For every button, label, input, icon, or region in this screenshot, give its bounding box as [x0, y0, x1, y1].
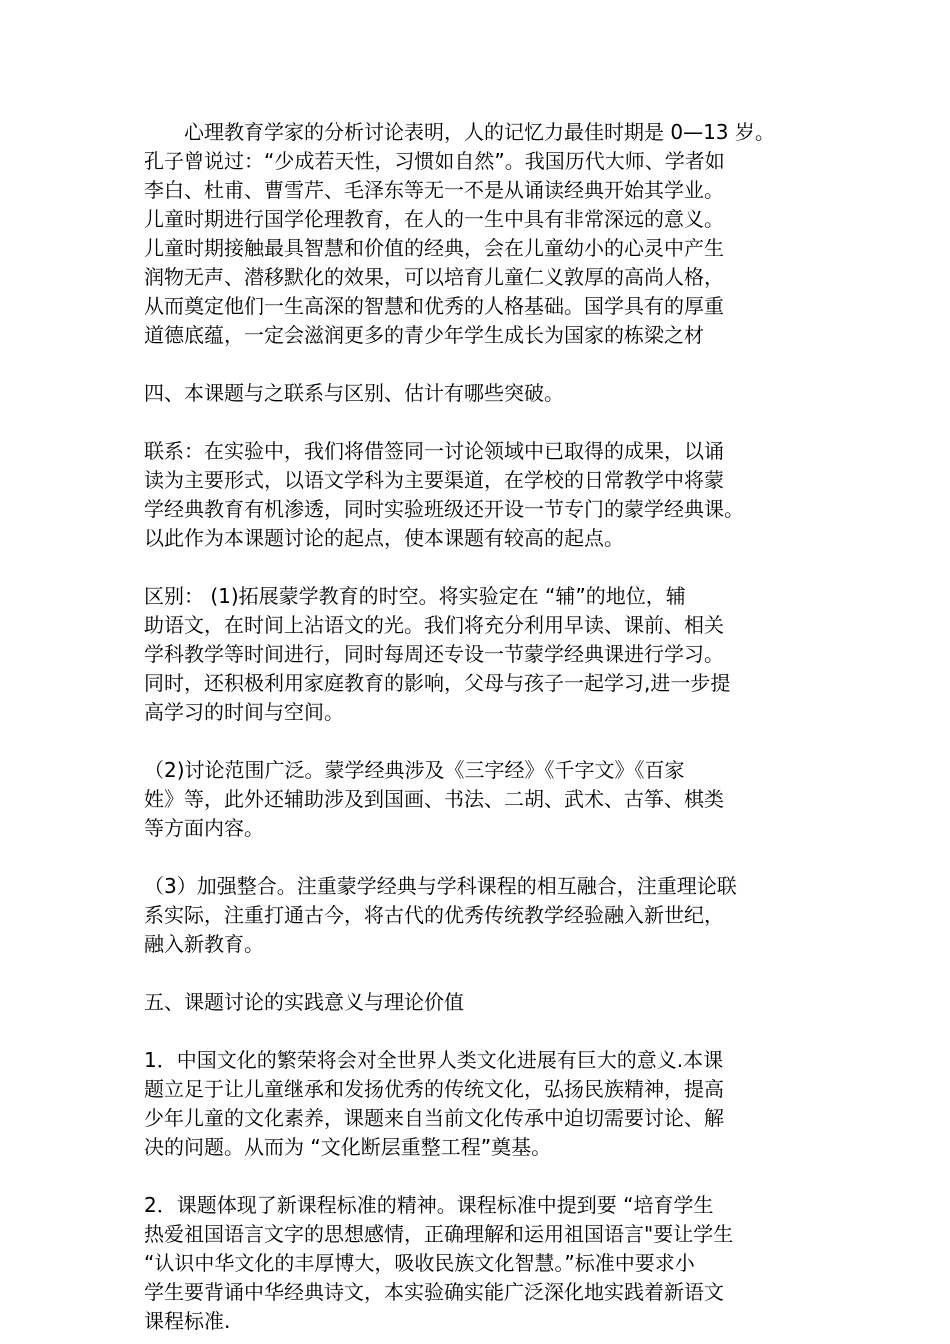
section-heading: 五、课题讨论的实践意义与理论价值 — [144, 990, 464, 1014]
section-heading-4 — [144, 379, 824, 408]
paragraph-difference-2 — [144, 756, 824, 843]
text-line: 区别： (1)拓展蒙学教育的时空。将实验定在 “辅”的地位，辅 — [144, 584, 686, 608]
text-line: 系实际，注重打通古今，将古代的优秀传统教学经验融入新世纪， — [144, 903, 724, 927]
text-line: 高学习的时间与空间。 — [144, 700, 344, 724]
text-line: 少年儿童的文化素养，课题来自当前文化传承中迫切需要讨论、解 — [144, 1106, 724, 1130]
text-line: 1．中国文化的繁荣将会对全世界人类文化进展有巨大的意义.本课 — [144, 1048, 724, 1072]
paragraph-connection — [144, 437, 824, 553]
paragraph-difference-1 — [144, 582, 824, 727]
text-line: 儿童时期接触最具智慧和价值的经典，会在儿童幼小的心灵中产生 — [144, 236, 724, 260]
text-line: 李白、杜甫、曹雪芹、毛泽东等无一不是从诵读经典开始其学业。 — [144, 178, 724, 202]
text-line: 等方面内容。 — [144, 816, 264, 840]
text-line: 姓》等，此外还辅助涉及到国画、书法、二胡、武术、古筝、棋类 — [144, 787, 724, 811]
text-line: 儿童时期进行国学伦理教育，在人的一生中具有非常深远的意义。 — [144, 207, 724, 231]
text-line: “认识中华文化的丰厚博大，吸收民族文化智慧。”标准中要求小 — [144, 1251, 695, 1275]
text-line: 2．课题体现了新课程标准的精神。课程标准中提到要 “培育学生 — [144, 1193, 714, 1217]
section-heading-5 — [144, 988, 824, 1017]
text-line: 从而奠定他们一生高深的智慧和优秀的人格基础。国学具有的厚重 — [144, 294, 724, 318]
text-line: 决的问题。从而为 “文化断层重整工程”奠基。 — [144, 1135, 552, 1159]
text-line: （2)讨论范围广泛。蒙学经典涉及《三字经》《千字文》《百家 — [144, 758, 685, 782]
document-body — [144, 118, 824, 1336]
paragraph-value-1 — [144, 1046, 824, 1162]
text-line: （3）加强整合。注重蒙学经典与学科课程的相互融合，注重理论联 — [144, 874, 737, 898]
paragraph-memory — [144, 118, 824, 350]
text-line: 心理教育学家的分析讨论表明，人的记忆力最佳时期是 0—13 岁。 — [184, 120, 775, 144]
text-line: 以此作为本课题讨论的起点，使本课题有较高的起点。 — [144, 526, 624, 550]
text-line: 助语文，在时间上沾语文的光。我们将充分利用早读、课前、相关 — [144, 613, 724, 637]
text-line: 学科教学等时间进行，同时每周还专设一节蒙学经典课进行学习。 — [144, 642, 724, 666]
text-line: 孔子曾说过：“少成若天性，习惯如自然”。我国历代大师、学者如 — [144, 149, 725, 173]
paragraph-value-2 — [144, 1191, 824, 1336]
text-line: 题立足于让儿童继承和发扬优秀的传统文化，弘扬民族精神，提高 — [144, 1077, 724, 1101]
text-line: 道德底蕴，一定会滋润更多的青少年学生成长为国家的栋梁之材 — [144, 323, 704, 347]
text-line: 同时，还积极利用家庭教育的影响，父母与孩子一起学习,进一步提 — [144, 671, 731, 695]
text-line: 联系：在实验中，我们将借签同一讨论领域中已取得的成果，以诵 — [144, 439, 724, 463]
paragraph-difference-3 — [144, 872, 824, 959]
text-line: 融入新教育。 — [144, 932, 264, 956]
text-line: 学经典教育有机渗透，同时实验班级还开设一节专门的蒙学经典课。 — [144, 497, 744, 521]
text-line: 学生要背诵中华经典诗文，本实验确实能广泛深化地实践着新语文 — [144, 1280, 724, 1304]
text-line: 润物无声、潜移默化的效果，可以培育儿童仁义敦厚的高尚人格， — [144, 265, 724, 289]
text-line: 课程标准. — [144, 1309, 231, 1333]
text-line: 读为主要形式，以语文学科为主要渠道，在学校的日常教学中将蒙 — [144, 468, 724, 492]
text-line: 热爱祖国语言文字的思想感情，正确理解和运用祖国语言"要让学生 — [144, 1222, 734, 1246]
section-heading: 四、本课题与之联系与区别、估计有哪些突破。 — [144, 381, 564, 405]
